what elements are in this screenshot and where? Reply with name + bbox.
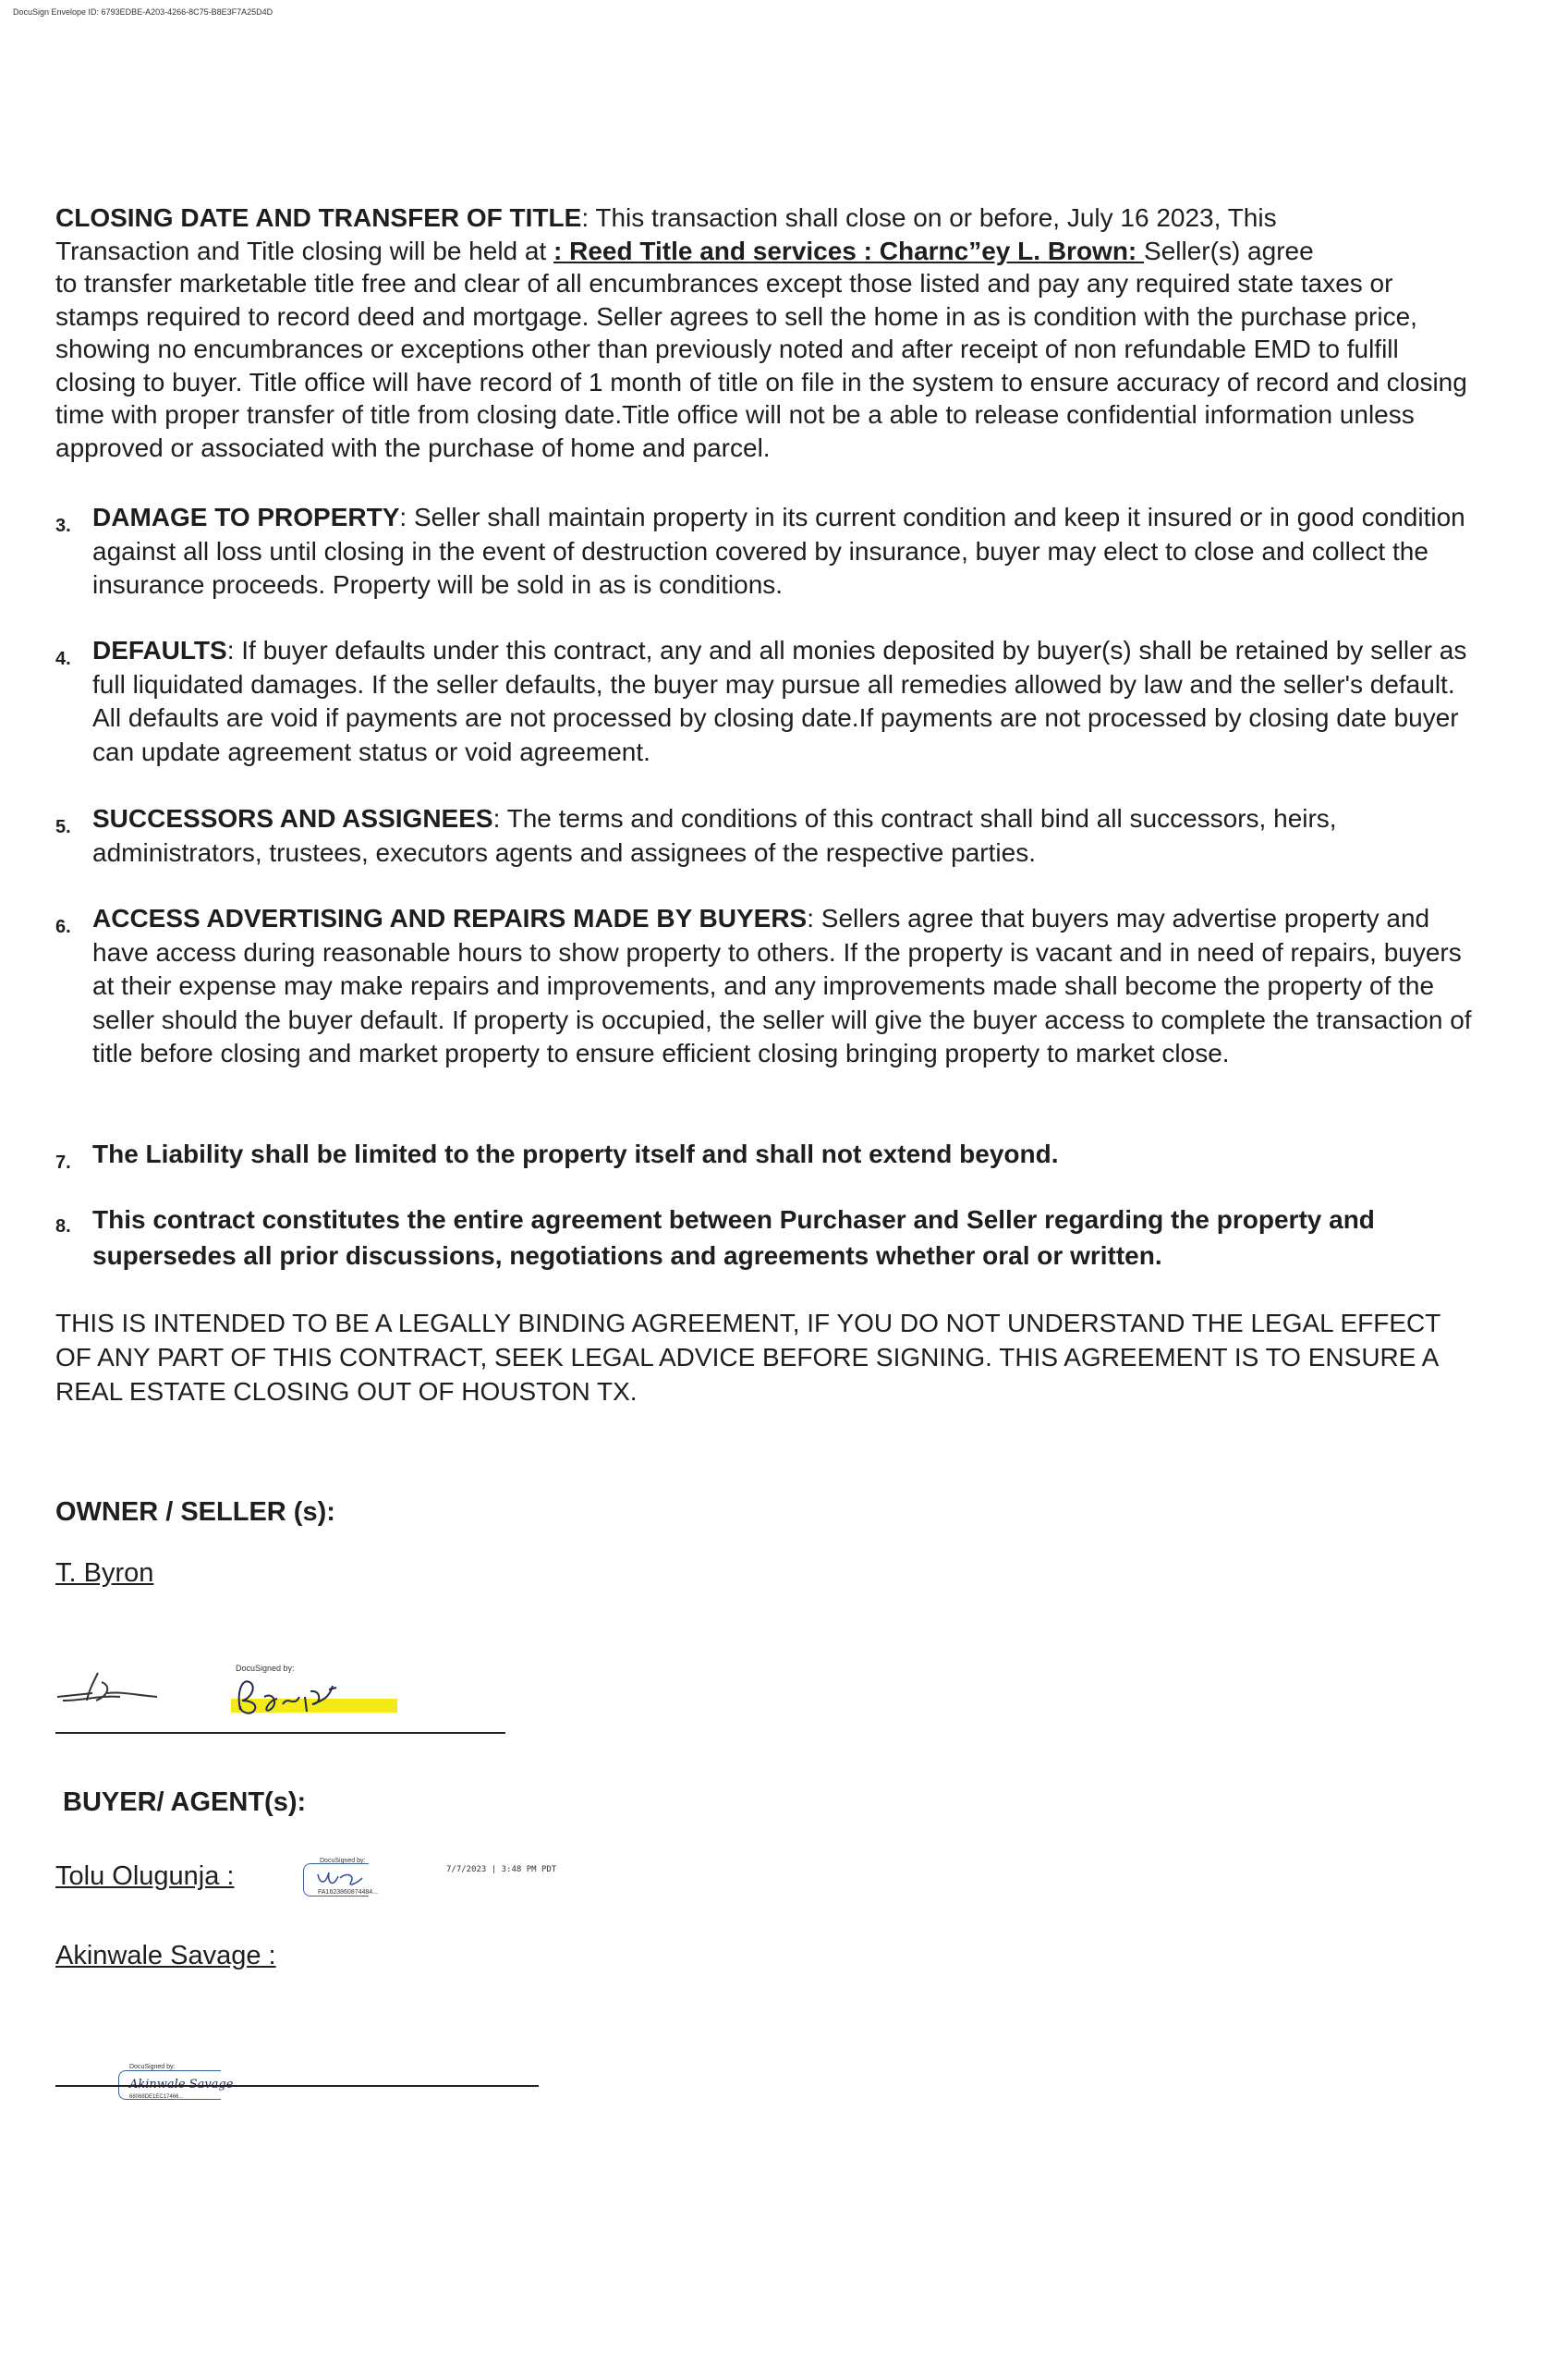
envelope-id: DocuSign Envelope ID: 6793EDBE-A203-4266-8C75-B8E3F7A25D4D: [13, 7, 273, 17]
closing-line2-pre: Transaction and Title closing will be held at: [55, 236, 554, 265]
closing-line2-post: Seller(s) agree: [1144, 236, 1314, 265]
clause-heading: SUCCESSORS AND ASSIGNEES: [92, 804, 493, 833]
seller-signature-line: [55, 1732, 505, 1734]
clause-number: 5.: [55, 817, 71, 837]
seller-docusign-signature-icon: [233, 1673, 353, 1719]
clause-text: : Seller shall maintain property in its current condition and keep it insured or in good condition against all loss until closing in the event of destruction covered by insurance, buyer may elect to close and collect the insurance proceeds. Property will be sold in as is conditions.: [92, 503, 1465, 599]
docusigned-by-label: DocuSigned by:: [236, 1664, 295, 1673]
owner-name: T. Byron: [55, 1558, 154, 1588]
owner-signature-icon: [55, 1664, 166, 1710]
buyer1-signature-icon: [314, 1865, 370, 1891]
buyer2-name: Akinwale Savage :: [55, 1941, 276, 1970]
buyer1-timestamp: 7/7/2023 | 3:48 PM PDT: [446, 1865, 557, 1874]
clause-number: 3.: [55, 516, 71, 536]
closing-line1: : This transaction shall close on or before, July 16 2023, This: [581, 203, 1277, 232]
owner-seller-label: OWNER / SELLER (s):: [55, 1497, 335, 1527]
clause-number: 8.: [55, 1216, 71, 1237]
clause-heading: DAMAGE TO PROPERTY: [92, 503, 400, 531]
clause-text: : The terms and conditions of this contract shall bind all successors, heirs, administrators, trustees, executors agents and assignees of the respective parties.: [92, 804, 1337, 867]
clause-text: : Sellers agree that buyers may advertise property and have access during reasonable hours to show property to others. If the property is vacant and in need of repairs, buyers at their expense may make repairs and improvements, and any improvements made shall become the property of the seller should the buyer default. If property is occupied, the seller will give the buyer access to complete the transaction of title before closing and market property to ensure efficient closing bringing property to market close.: [92, 904, 1472, 1067]
closing-body: to transfer marketable title free and clear of all encumbrances except those listed and pay any required state taxes or stamps required to record deed and mortgage. Seller agrees to sell the home in as is condition with the purchase price, showing no encumbrances or exceptions other than previously noted and after receipt of non refundable EMD to fulfill closing to buyer. Title office will have record of 1 month of title on file in the system to ensure accuracy of record and closing time with proper transfer of title from closing date.Title office will not be a able to release confidential information unless approved or associated with the purchase of home and parcel.: [55, 269, 1467, 462]
clause-text: The Liability shall be limited to the property itself and shall not extend beyond.: [92, 1140, 1059, 1168]
closing-paragraph: [55, 201, 1469, 464]
clause-heading: ACCESS ADVERTISING AND REPAIRS MADE BY BUYERS: [92, 904, 808, 933]
clause-number: 7.: [55, 1153, 71, 1173]
closing-heading: CLOSING DATE AND TRANSFER OF TITLE: [55, 203, 582, 232]
buyer2-signature-line: [55, 2085, 539, 2087]
clause-number: 6.: [55, 917, 71, 937]
buyer2-hash: 68068DE1EC17466...: [129, 2094, 184, 2100]
clause-number: 4.: [55, 649, 71, 669]
legal-notice: THIS IS INTENDED TO BE A LEGALLY BINDING AGREEMENT, IF YOU DO NOT UNDERSTAND THE LEGAL EFFECT OF ANY PART OF THIS CONTRACT, SEEK LEGAL ADVICE BEFORE SIGNING. THIS AGREEMENT IS TO ENSURE A REAL ESTATE CLOSING OUT OF HOUSTON TX.: [55, 1309, 1440, 1406]
clause-text: This contract constitutes the entire agreement between Purchaser and Seller regarding the property and supersedes all prior discussions, negotiations and agreements whether oral or written.: [92, 1205, 1375, 1270]
docusigned-by-label: DocuSigned by:: [320, 1858, 366, 1864]
clause-text: : If buyer defaults under this contract, any and all monies deposited by buyer(s) shall be retained by seller as full liquidated damages. If the seller defaults, the buyer may pursue all remedies allowed by law and the seller's default. All defaults are void if payments are not processed by closing date.If payments are not processed by closing date buyer can update agreement status or void agreement.: [92, 636, 1467, 766]
docusigned-by-label: DocuSigned by:: [129, 2064, 176, 2070]
title-company: : Reed Title and services : Charnc”ey L. Brown:: [553, 236, 1145, 265]
buyer-agent-label: BUYER/ AGENT(s):: [63, 1787, 307, 1817]
clause-heading: DEFAULTS: [92, 636, 227, 665]
buyer1-hash: FA1623860874484...: [318, 1889, 379, 1896]
buyer1-name: Tolu Olugunja :: [55, 1861, 235, 1891]
